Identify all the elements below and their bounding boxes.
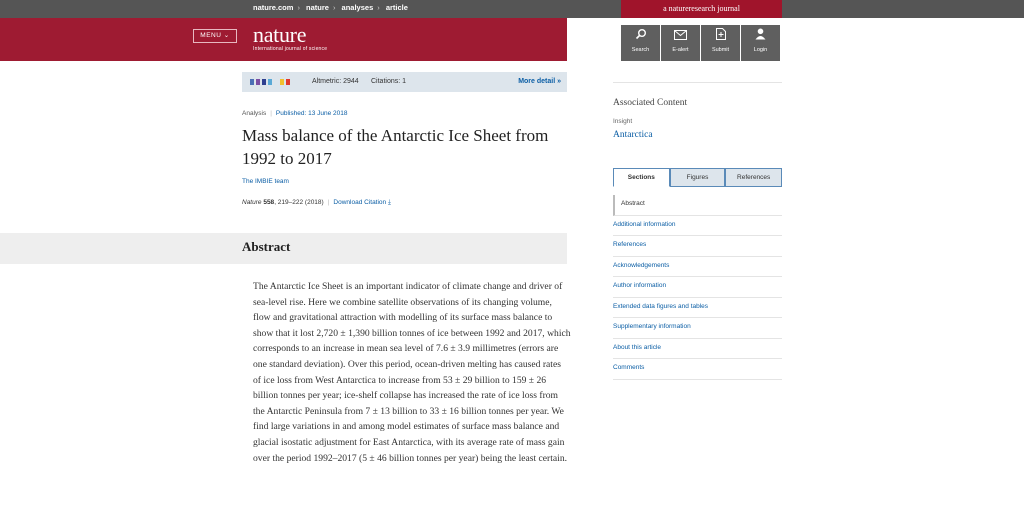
sections-list — [613, 195, 782, 380]
article-type: Analysis — [242, 110, 267, 117]
antarctica-link[interactable]: Antarctica — [613, 130, 653, 140]
insight-label: Insight — [613, 118, 633, 125]
tab-references[interactable]: References — [725, 168, 782, 187]
altmetric-badge[interactable] — [250, 79, 292, 85]
user-icon — [741, 25, 780, 47]
abstract-text: The Antarctic Ice Sheet is an important indicator of climate change and driver of sea-level rise. Here we combine satellite observations of its changing volume, flow and gravitational attraction with modelling of its surface mass balance to show that it lost 2,720 ± 1,390 billion tonnes of ice between 1992 and 2017, which corresponds to an increase in mean sea level of 7.6 ± 3.9 millimetres (errors are one standard deviation). Over this period, ocean-driven melting has caused rates of ice loss from West Antarctica to increase from 53 ± 29 billion to 159 ± 26 billion tonnes per year; ice-shelf collapse has increased the rate of ice loss from the Antarctic Peninsula from 7 ± 13 billion to 33 ± 16 billion tonnes per year. We find large variations in and among model estimates of surface mass balance and glacial isostatic adjustment for East Antarctica, with its average rate of mass gain over the period 1992–2017 (5 ± 46 billion tonnes per year) being the least certain. — [253, 281, 571, 464]
section-link-comments[interactable]: Comments — [613, 359, 782, 380]
volume-number: 558 — [263, 199, 275, 206]
download-citation-link[interactable]: Download Citation ⤓ — [333, 199, 391, 206]
section-link-acknowledgements[interactable]: Acknowledgements — [613, 257, 782, 278]
associated-content-title: Associated Content — [613, 98, 688, 108]
metrics-bar — [242, 72, 567, 92]
breadcrumb: nature.com › nature › analyses › article — [253, 3, 408, 12]
section-link-supplementary-information[interactable]: Supplementary information — [613, 318, 782, 339]
chevron-down-icon: ⌄ — [223, 32, 230, 39]
page-range: , 219–222 (2018) — [274, 199, 324, 206]
altmetric-score: Altmetric: 2944 — [312, 78, 359, 85]
section-link-references[interactable]: References — [613, 236, 782, 257]
natureresearch-banner[interactable]: a natureresearch journal — [621, 0, 782, 18]
breadcrumb-item[interactable]: nature.com — [253, 3, 294, 12]
section-link-author-information[interactable]: Author information — [613, 277, 782, 298]
breadcrumb-item[interactable]: analyses — [341, 3, 374, 12]
menu-button[interactable]: MENU ⌄ — [193, 29, 237, 43]
citations-count: Citations: 1 — [371, 78, 407, 85]
double-chevron-right-icon: » — [557, 78, 561, 85]
more-detail-link[interactable]: More detail » — [518, 78, 561, 85]
abstract-header-band — [0, 233, 567, 264]
section-link-extended-data[interactable]: Extended data figures and tables — [613, 298, 782, 319]
article-title: Mass balance of the Antarctic Ice Sheet from 1992 to 2017 — [242, 126, 549, 168]
login-button[interactable]: Login — [741, 25, 780, 61]
download-icon: ⤓ — [387, 199, 391, 206]
e-alert-button[interactable]: E-alert — [661, 25, 700, 61]
section-link-additional-information[interactable]: Additional information — [613, 216, 782, 237]
breadcrumb-item[interactable]: article — [385, 3, 408, 12]
submit-icon — [701, 25, 740, 47]
toolbar — [621, 25, 781, 61]
mail-icon — [661, 25, 700, 47]
site-header — [0, 18, 567, 61]
tab-sections[interactable]: Sections — [613, 168, 670, 187]
tab-figures[interactable]: Figures — [670, 168, 726, 187]
author-link[interactable]: The IMBIE team — [242, 178, 289, 185]
sidebar-tabs — [613, 168, 782, 187]
submit-button[interactable]: Submit — [701, 25, 740, 61]
search-button[interactable]: Search — [621, 25, 660, 61]
logo-tagline: International journal of science — [253, 46, 328, 52]
search-icon — [621, 25, 660, 47]
sidebar-divider — [613, 82, 782, 83]
published-date: Published: 13 June 2018 — [275, 110, 348, 117]
breadcrumb-item[interactable]: nature — [306, 3, 329, 12]
article-type-line: Analysis | Published: 13 June 2018 — [242, 110, 348, 117]
journal-name: Nature — [242, 199, 262, 206]
nature-logo[interactable]: nature — [253, 22, 307, 47]
citation-line: Nature 558, 219–222 (2018) | Download Citation ⤓ — [242, 199, 391, 206]
section-link-abstract[interactable]: Abstract — [613, 195, 782, 216]
abstract-heading: Abstract — [242, 239, 291, 254]
top-bar — [0, 0, 1024, 18]
section-link-about-this-article[interactable]: About this article — [613, 339, 782, 360]
